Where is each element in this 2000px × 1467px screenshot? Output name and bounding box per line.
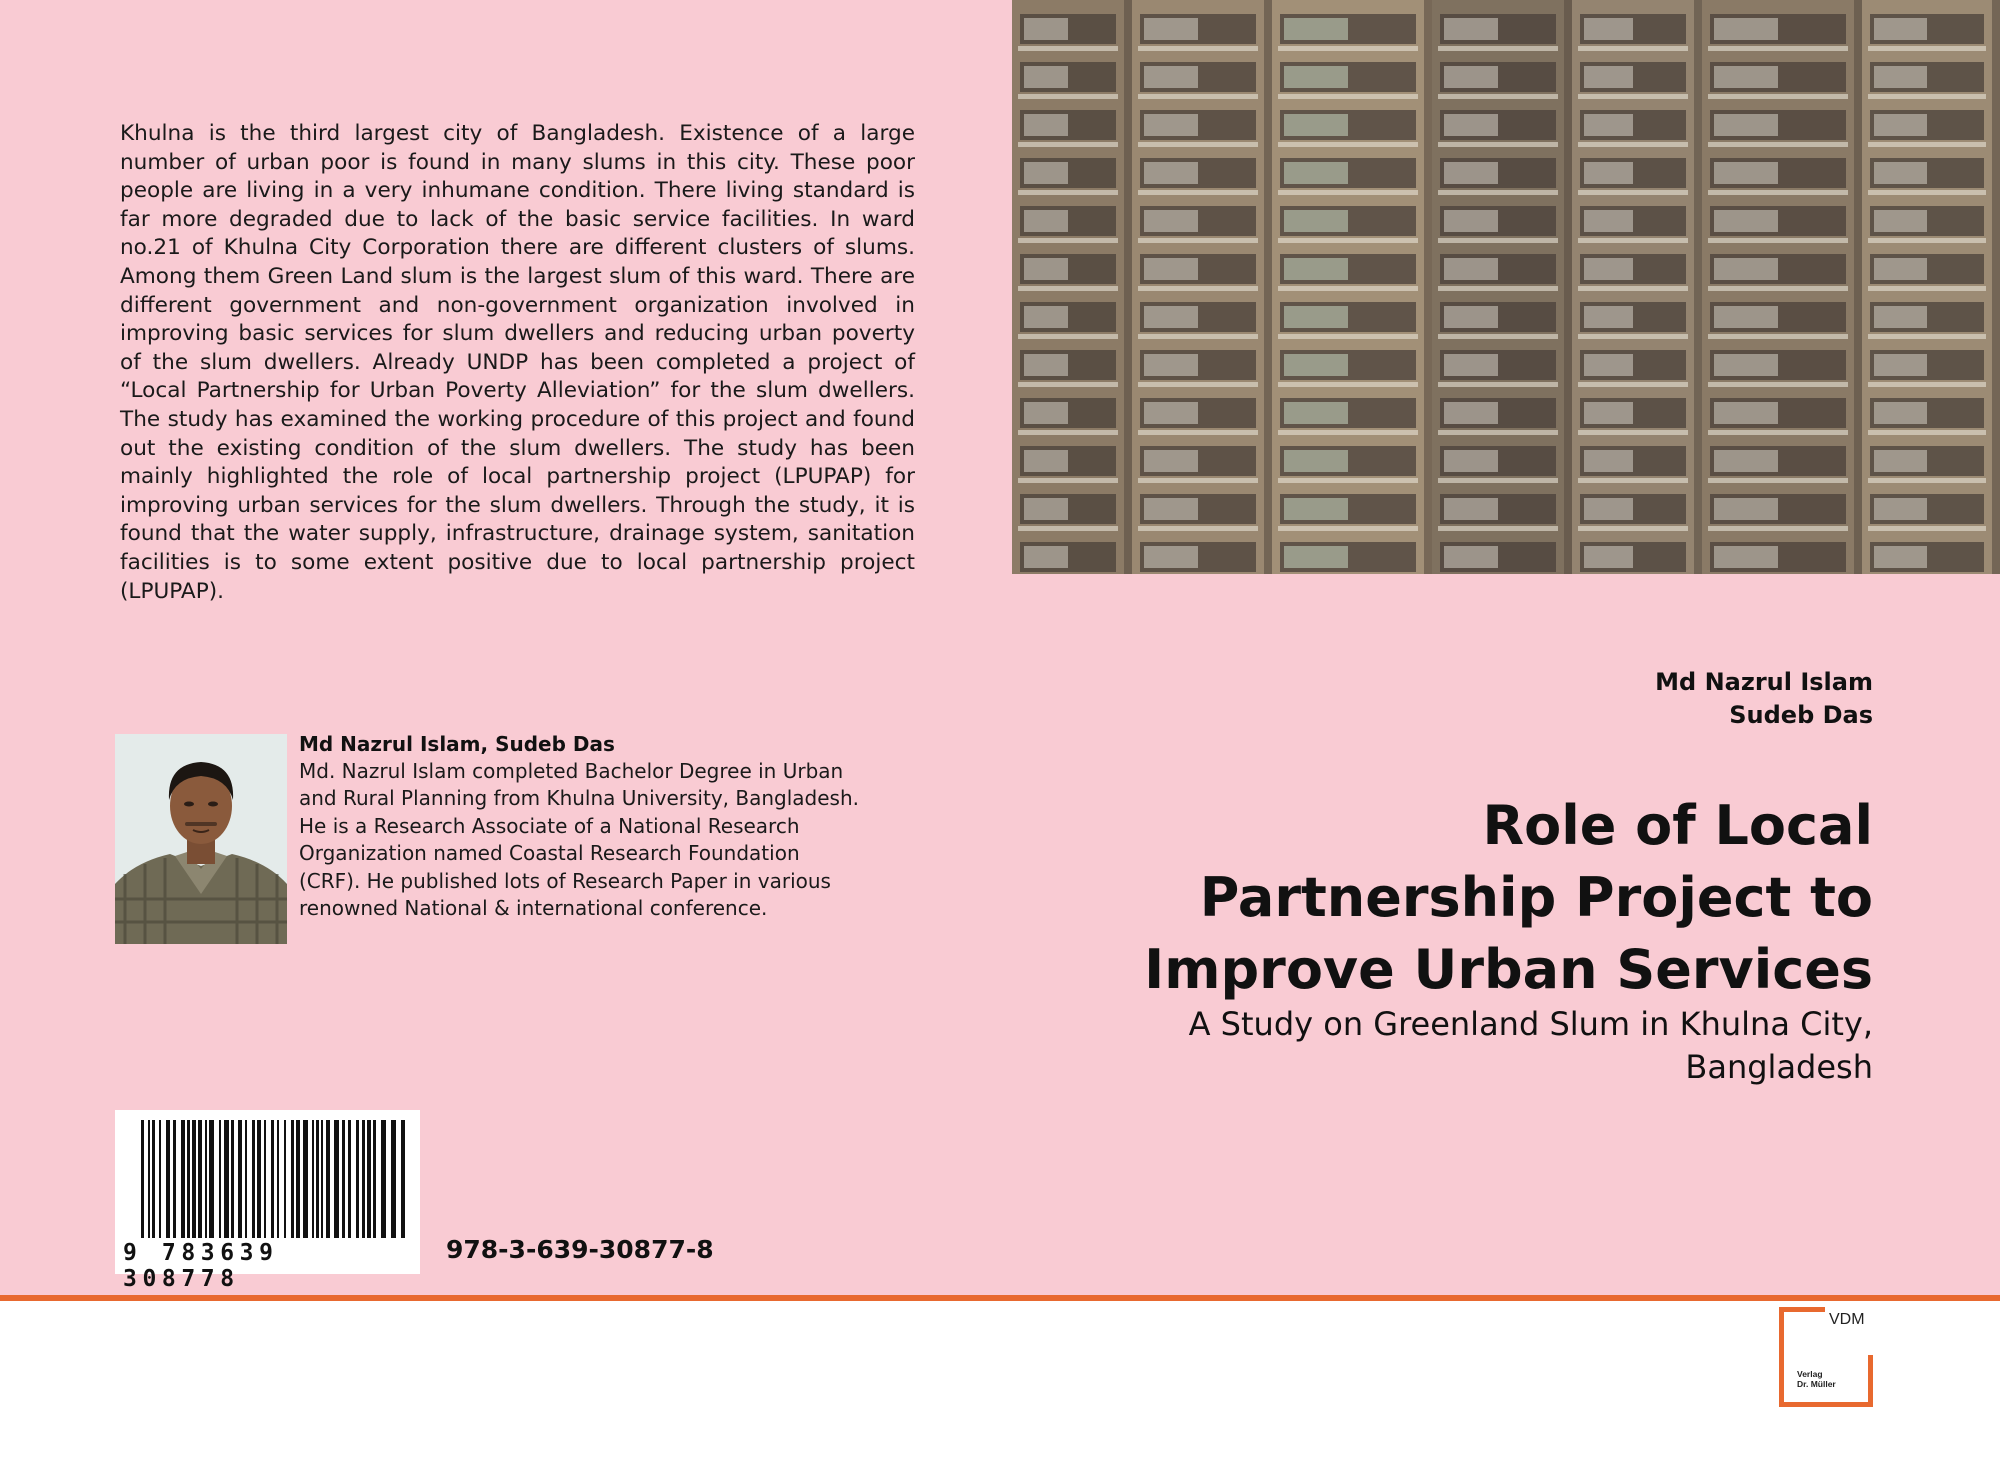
cover-photo-apartment-buildings bbox=[1012, 0, 2000, 574]
front-cover-authors bbox=[1655, 666, 1873, 732]
barcode-digits: 9 783639 308778 bbox=[123, 1240, 279, 1292]
front-author-2: Sudeb Das bbox=[1729, 701, 1873, 729]
publisher-imprint-line1: Verlag bbox=[1797, 1369, 1823, 1379]
bio-text: Md. Nazrul Islam completed Bachelor Degree in Urban and Rural Planning from Khulna University, Bangladesh. He is a Research Associate of a National Research Organization named Coastal Research Foundation (CRF). He published lots of Research Paper in various renowned National & international conference. bbox=[299, 759, 859, 921]
publisher-name: VDM bbox=[1829, 1311, 1865, 1328]
bottom-white-strip bbox=[0, 1301, 2000, 1467]
publisher-logo bbox=[1779, 1307, 1873, 1407]
isbn-number: 978-3-639-30877-8 bbox=[446, 1235, 714, 1264]
publisher-imprint bbox=[1797, 1369, 1836, 1389]
building-facade-illustration bbox=[1012, 0, 2000, 574]
author-bio bbox=[299, 730, 859, 922]
book-subtitle: A Study on Greenland Slum in Khulna City, Bangladesh bbox=[1188, 1005, 1873, 1086]
publisher-imprint-line2: Dr. Müller bbox=[1797, 1379, 1836, 1389]
author-portrait-illustration bbox=[115, 734, 287, 944]
book-title: Role of Local Partnership Project to Improve Urban Services bbox=[1144, 794, 1873, 1001]
bio-author-names: Md Nazrul Islam, Sudeb Das bbox=[299, 732, 615, 756]
barcode-bars bbox=[115, 1110, 420, 1240]
isbn-barcode bbox=[115, 1110, 420, 1292]
author-photo bbox=[115, 734, 287, 944]
front-author-1: Md Nazrul Islam bbox=[1655, 668, 1873, 696]
back-cover-blurb: Khulna is the third largest city of Bangladesh. Existence of a large number of urban poor is found in many slums in this city. These poor people are living in a very inhumane condition. There living standard is far more degraded due to lack of the basic service facilities. In ward no.21 of Khulna City Corporation there are different clusters of slums. Among them Green Land slum is the largest slum of this ward. There are different government and non-government organization involved in improving basic services for slum dwellers and reducing urban poverty of the slum dwellers. Already UNDP has been completed a project of “Local Partnership for Urban Poverty Alleviation” for the slum dwellers. The study has examined the working procedure of this project and found out the existing condition of the slum dwellers. The study has been mainly highlighted the role of local partnership project (LPUPAP) for improving urban services for the slum dwellers. Through the study, it is found that the water supply, infrastructure, drainage system, sanitation facilities is to some extent positive due to local partnership project (LPUPAP). bbox=[120, 121, 915, 604]
